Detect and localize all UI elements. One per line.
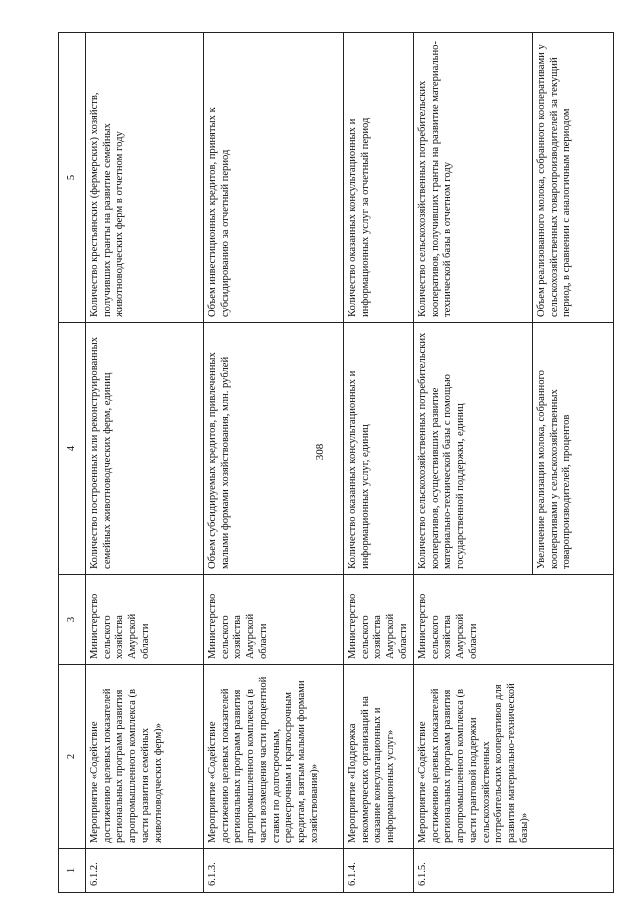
result-subcell: Объем реализованного молока, собранного кооперативами у сельскохозяйственных товаропроизводителей за текущий период, в сравнении с аналогичным периодом bbox=[532, 33, 576, 322]
column-header: 4 bbox=[59, 323, 86, 575]
row-code: 6.1.5. bbox=[414, 849, 614, 893]
rotated-page-content bbox=[58, 33, 614, 893]
column-header: 1 bbox=[59, 849, 86, 893]
executor-cell: Министерство сельского хозяйства Амурской области bbox=[414, 575, 614, 665]
table-row bbox=[344, 33, 414, 893]
table-row bbox=[204, 33, 344, 893]
table-header-row bbox=[59, 33, 86, 893]
table-row bbox=[86, 33, 204, 893]
indicator-cell: Объем субсидируемых кредитов, привлеченных малыми формами хозяйствования, млн. рублей bbox=[204, 323, 344, 575]
result-cell bbox=[414, 33, 614, 323]
executor-cell: Министерство сельского хозяйства Амурской области bbox=[204, 575, 344, 665]
column-header: 5 bbox=[59, 33, 86, 323]
column-header: 2 bbox=[59, 665, 86, 849]
table-row bbox=[414, 33, 614, 893]
program-activities-table bbox=[58, 32, 614, 893]
indicator-subcell: Количество сельскохозяйственных потребительских кооперативов, осуществивших развитие материально-технической базы с помощью государственной поддержки, единиц bbox=[417, 332, 467, 569]
activity-cell: Мероприятие «Содействие достижению целевых показателей региональных программ развития агропромышленного комплекса (в части возмещения части процентной ставки по долгосрочным, среднесрочным и краткосрочным кредитам, взятым малыми формами хозяйствования)» bbox=[204, 665, 344, 849]
indicator-cell bbox=[414, 323, 614, 575]
executor-cell: Министерство сельского хозяйства Амурской области bbox=[86, 575, 204, 665]
row-code: 6.1.2. bbox=[86, 849, 204, 893]
indicator-cell: Количество построенных или реконструированных семейных животноводческих ферм, единиц bbox=[86, 323, 204, 575]
executor-cell: Министерство сельского хозяйства Амурской области bbox=[344, 575, 414, 665]
result-subcell: Количество сельскохозяйственных потребительских кооперативов, получивших гранты на развитие материально-технической базы в отчетном году bbox=[417, 40, 454, 317]
page-number: 308 bbox=[314, 443, 326, 461]
activity-cell: Мероприятие «Содействие достижению целевых показателей региональных программ развития агропромышленного комплекса (в части развития семейных животноводческих ферм)» bbox=[86, 665, 204, 849]
column-header: 3 bbox=[59, 575, 86, 665]
indicator-subcell: Увеличение реализации молока, собранного кооперативами у сельскохозяйственных товаропроизводителей, процентов bbox=[532, 323, 576, 574]
row-code: 6.1.4. bbox=[344, 849, 414, 893]
result-cell: Объем инвестиционных кредитов, принятых к субсидированию за отчетный период bbox=[204, 33, 344, 323]
row-code: 6.1.3. bbox=[204, 849, 344, 893]
result-cell: Количество оказанных консультационных и информационных услуг за отчетный период bbox=[344, 33, 414, 323]
activity-cell: Мероприятие «Содействие достижению целевых показателей региональных программ развития агропромышленного комплекса (в части грантовой поддержки сельскохозяйственных потребительских кооперативов для развития материально-технической базы)» bbox=[414, 665, 614, 849]
indicator-cell: Количество оказанных консультационных и информационных услуг, единиц bbox=[344, 323, 414, 575]
result-cell: Количество крестьянских (фермерских) хозяйств, получивших гранты на развитие семейных животноводческих ферм в отчетном году bbox=[86, 33, 204, 323]
activity-cell: Мероприятие «Поддержка некоммерческих организаций на оказание консультационных и информационных услуг» bbox=[344, 665, 414, 849]
